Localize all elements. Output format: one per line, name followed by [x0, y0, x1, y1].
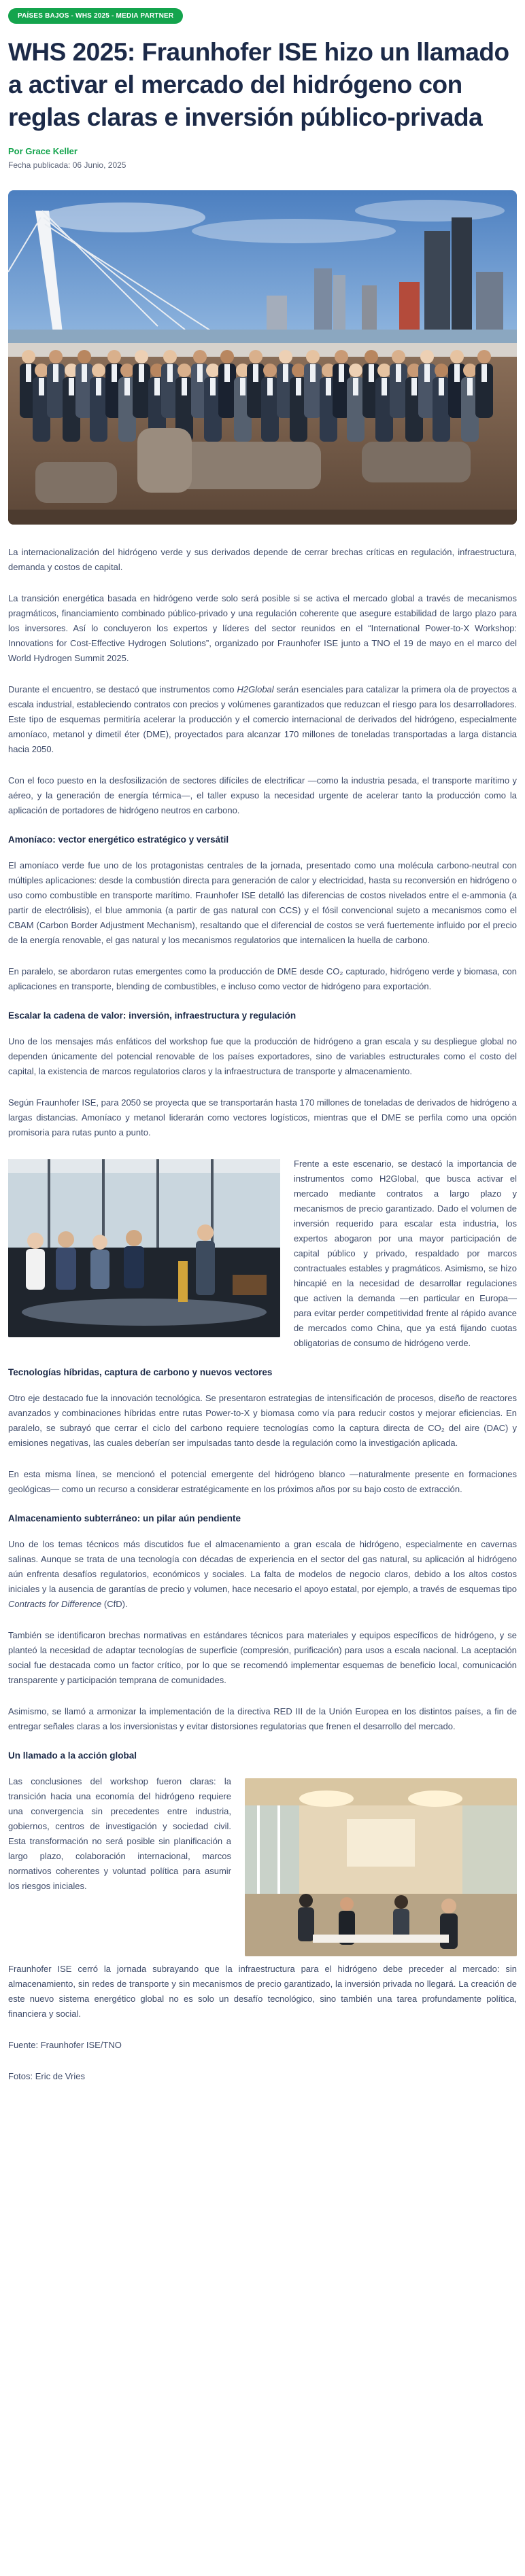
category-badge[interactable]: PAÍSES BAJOS - WHS 2025 - MEDIA PARTNER [8, 8, 183, 24]
paragraph-2-text-a: Durante el encuentro, se destacó que instrumentos como [8, 684, 237, 694]
paragraph-7: Según Fraunhofer ISE, para 2050 se proyecta que se transportarán hasta 170 millones de toneladas de derivados de hidrógeno a largas distancias. Amoníaco y metanol liderarán como vectores logísticos, mientras que el DME se perfila como una opción promisoria para rutas punto a punto. [8, 1097, 518, 1137]
photo-credit: Fotos: Eric de Vries [8, 2071, 85, 2081]
paragraph-11 [8, 1537, 517, 1612]
heading-hybrid: Tecnologías híbridas, captura de carbono y nuevos vectores [8, 1367, 273, 1377]
paragraph-8: Frente a este escenario, se destacó la importancia de instrumentos como H2Global, que busca activar el mercado mediante contratos a largo plazo y mecanismos de precio garantizado. Dado el volumen de inversión requerido para escalar esta industria, los expertos abogaron por una mayor participación de capital público y privado, respaldado por marcos contractuales estables y pragmáticos. Asimismo, se hizo hincapié en la necesidad de desarrollar regulaciones que activen la demanda —en particular en Europa— para evitar perder competitividad frente al rápido avance de mercados como China, que ya está fijando cuotas obligatorias de consumo de hidrógeno verde. [294, 1159, 517, 1348]
article-title: WHS 2025: Fraunhofer ISE hizo un llamado a activar el mercado del hidrógeno con reglas claras e inversión público-privada [8, 38, 509, 131]
source-credit: Fuente: Fraunhofer ISE/TNO [8, 2040, 122, 2050]
conference-hall-photo [245, 1778, 517, 1956]
publish-date: Fecha publicada: 06 Junio, 2025 [8, 160, 126, 170]
author-link[interactable]: Por Grace Keller [8, 146, 78, 156]
paragraph-10: En esta misma línea, se mencionó el potencial emergente del hidrógeno blanco —naturalmente presente en formaciones geológicas— como un recurso a considerar estratégicamente en los próximos años por su bajo costo de extracción. [8, 1469, 517, 1494]
paragraph-5: En paralelo, se abordaron rutas emergentes como la producción de DME desde CO₂ capturado, hidrógeno verde y biomasa, con aplicaciones en transporte, blending de combustibles, e incluso como vector de hidrógeno para exportación. [8, 966, 517, 991]
heading-storage: Almacenamiento subterráneo: un pilar aún pendiente [8, 1513, 241, 1523]
paragraph-2 [8, 682, 517, 757]
heading-call-to-action: Un llamado a la acción global [8, 1750, 137, 1761]
paragraph-13: Asimismo, se llamó a armonizar la implementación de la directiva RED III de la Unión Europea en los distintos países, a fin de entregar señales claras a los inversionistas y evitar distorsiones regulatorias que frenen el desarrollo del mercado. [8, 1706, 517, 1731]
paragraph-11-text-a: Uno de los temas técnicos más discutidos fue el almacenamiento a gran escala de hidrógeno, especialmente en cavernas salinas. Aunque se trata de una tecnología con décadas de experiencia en el sector del gas natural, su aplicación al hidrógeno aún enfrenta desafíos regulatorios, económicos y sociales. La falta de modelos de negocio claros, debido a los altos costos iniciales y la ausencia de garantías de precio y volumen, hace necesario el apoyo estatal, por ejemplo, a través de esquemas tipo [8, 1539, 517, 1594]
paragraph-15: Fraunhofer ISE cerró la jornada subrayando que la infraestructura para el hidrógeno debe preceder al mercado: sin almacenamiento, sin redes de transporte y sin mecanismos de precio garantizado, la inversión privada no llegará. La creación de este nuevo sistema energético global no es solo un desafío tecnológico, sino también una tarea profundamente política, financiera y social. [8, 1964, 517, 2019]
heading-ammonia: Amoníaco: vector energético estratégico y versátil [8, 834, 229, 845]
paragraph-3: Con el foco puesto en la desfosilización de sectores difíciles de electrificar —como la industria pesada, el transporte marítimo y aéreo, y la generación de energía térmica—, el taller expuso la necesidad urgente de acelerar tanto la producción como la aplicación de portadores de hidrógeno neutros en carbono. [8, 775, 517, 815]
paragraph-1: La transición energética basada en hidrógeno verde solo será posible si se activa el mercado global a través de mecanismos pragmáticos, financiamiento combinado público-privado y una regulación coherente que asegure estabilidad de largo plazo para los inversores. Así lo concluyeron los expertos y líderes del sector reunidos en el “International Power-to-X Workshop: Innovations for Cost-Effective Hydrogen Solutions”, organizado por Fraunhofer ISE junto a TNO el 19 de mayo en el marco del World Hydrogen Summit 2025. [8, 593, 517, 663]
paragraph-11-text-b: (CfD). [101, 1599, 128, 1609]
intro-paragraph: La internacionalización del hidrógeno verde y sus derivados depende de cerrar brechas críticas en regulación, infraestructura, demanda y costos de capital. [8, 547, 517, 572]
paragraph-12: También se identificaron brechas normativas en estándares técnicos para materiales y equipos específicos de hidrógeno, y se planteó la necesidad de adaptar tecnologías de superficie (compresión, purificación) para usos a escala nacional. La aceptación social fue destacada como un factor crítico, por lo que se recomendó implementar esquemas de beneficio local, comunicación transparente y participación temprana de comunidades. [8, 1630, 517, 1685]
heading-value-chain: Escalar la cadena de valor: inversión, infraestructura y regulación [8, 1010, 297, 1021]
cfd-emphasis: Contracts for Difference [8, 1599, 102, 1609]
workshop-panel-photo [8, 1159, 280, 1337]
hero-group-photo [8, 190, 517, 525]
paragraph-4: El amoníaco verde fue uno de los protagonistas centrales de la jornada, presentado como una molécula carbono-neutral con múltiples aplicaciones: desde la combustión directa para generación de calor y electricidad, hasta su reconversión en hidrógeno o uso como combustible en transporte marítimo. Fraunhofer ISE detalló las diferencias de costos nivelados entre el e-ammonia (a partir de electrólisis), el blue ammonia (a partir de gas natural con CCS) y el fósil convencional sujeto a mecanismos como el CBAM (Carbon Border Adjustment Mechanism), resaltando que el diferencial de costos se verá fuertemente influido por el precio de la energía renovable, el gas natural y los mecanismos regulatorios que internalicen la huella de carbono. [8, 860, 517, 945]
paragraph-2-text-b: serán esenciales para catalizar la primera ola de proyectos a escala industrial, estableciendo contratos con precios y volúmenes garantizados que reduzcan el riesgo para los desarrolladores. Este tipo de esquemas permitiría acelerar la producción y el comercio internacional de derivados del hidrógeno, especialmente amoníaco, metanol y dimetil éter (DME), proyectados para alcanzar 170 millones de toneladas transportadas a larga distancia hacia 2050. [8, 684, 517, 754]
paragraph-9: Otro eje destacado fue la innovación tecnológica. Se presentaron estrategias de intensificación de procesos, diseño de reactores avanzados y combinaciones híbridas entre rutas Power-to-X y biomasa como vía para reducir costos y mejorar eficiencias. En paralelo, se subrayó que cerrar el ciclo del carbono requiere tecnologías como la captura directa de CO₂ del aire (DAC) y emisiones negativas, las cuales deberían ser impulsadas tanto desde la regulación como la investigación aplicada. [8, 1393, 517, 1448]
paragraph-14: Las conclusiones del workshop fueron claras: la transición hacia una economía del hidrógeno requiere una convergencia sin precedentes entre industria, gobiernos, centros de investigación y sociedad civil. Esta transformación no será posible sin planificación a largo plazo, colaboración internacional, marcos normativos coherentes y voluntad política para asumir los riesgos iniciales. [8, 1776, 231, 1891]
h2global-emphasis: H2Global [237, 684, 274, 694]
paragraph-6: Uno de los mensajes más enfáticos del workshop fue que la producción de hidrógeno a gran escala y su despliegue global no dependen únicamente del potencial renovable de los países exportadores, sino de variables estructurales como el costo del capital, la existencia de marcos regulatorios claros y la infraestructura de transporte y almacenamiento. [8, 1036, 517, 1076]
